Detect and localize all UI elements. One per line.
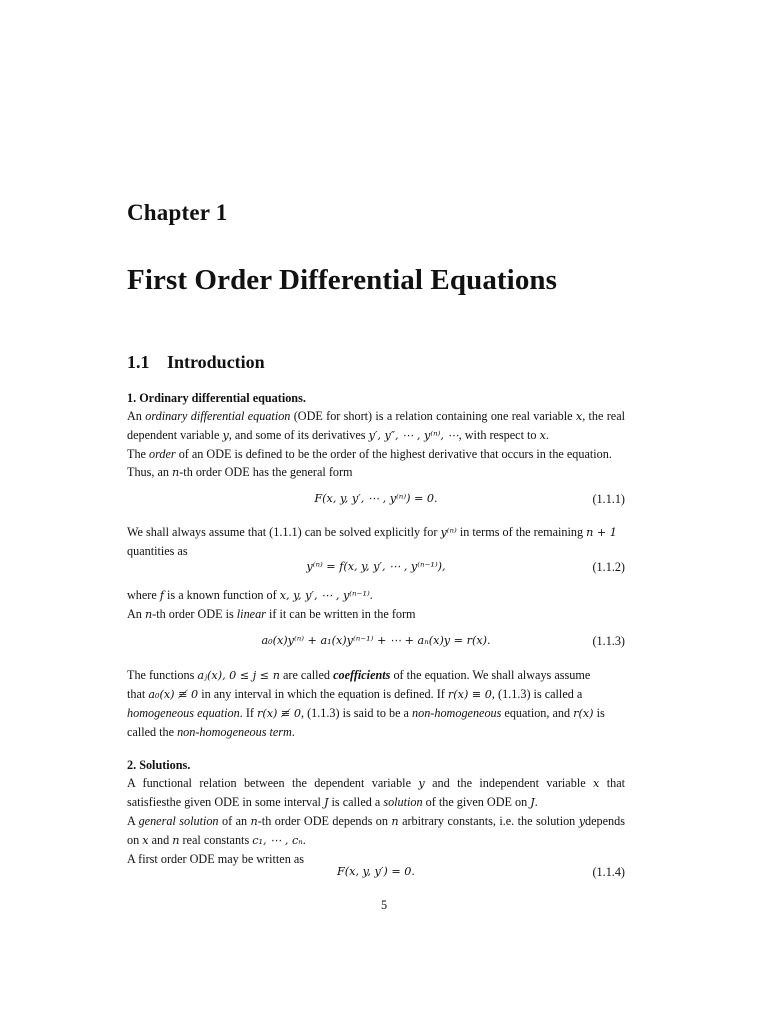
- text: of the equation. We shall always assume: [390, 668, 591, 682]
- text: (ODE for short) is a relation containing one real variable: [290, 409, 576, 423]
- solution-definition-paragraph: [127, 774, 625, 812]
- math-derivatives: y′, y″, ⋯ , y⁽ⁿ⁾, ⋯: [368, 429, 459, 442]
- math-constants: c₁, ⋯ , cₙ: [252, 834, 303, 847]
- text: of the given ODE on: [422, 795, 531, 809]
- text: arbitrary constants, i.e. the solution: [398, 814, 579, 828]
- subsection-heading-solutions: 2. Solutions.: [127, 758, 191, 772]
- text: The: [127, 447, 149, 461]
- text: the given ODE in some interval: [166, 795, 324, 809]
- text: , (1.1.3) is said to be a: [300, 706, 413, 720]
- term-order: order: [149, 447, 176, 461]
- math-x: x: [142, 834, 149, 847]
- text: , the real dependent variable: [127, 409, 626, 442]
- text: A: [127, 814, 139, 828]
- equation-formula: y⁽ⁿ⁾ = f(x, y, y′, ⋯ , y⁽ⁿ⁻¹⁾),: [306, 560, 446, 573]
- text: .: [369, 588, 373, 602]
- paragraph-line: [127, 685, 625, 704]
- equation-1-1-4: [127, 865, 625, 883]
- text: depends on: [127, 814, 625, 847]
- text: equation, and: [501, 706, 574, 720]
- chapter-title: First Order Differential Equations: [127, 264, 558, 296]
- paragraph-line: [127, 586, 625, 605]
- math-x: x: [593, 777, 600, 790]
- term-ode: ordinary differential equation: [145, 409, 291, 423]
- page-number: 5: [380, 898, 388, 912]
- text: .: [534, 795, 538, 809]
- math-yn: y⁽ⁿ⁾: [440, 526, 457, 539]
- general-form-paragraph: [127, 463, 625, 482]
- text: Thus, an: [127, 465, 173, 479]
- text: . If: [239, 706, 257, 720]
- text: called the: [127, 725, 178, 739]
- term-homogeneous: homogeneous equation: [127, 706, 240, 720]
- paragraph-line: [127, 704, 625, 723]
- subsection-heading-ode: 1. Ordinary differential equations.: [127, 391, 306, 405]
- text: in any interval in which the equation is defined. If: [198, 687, 448, 701]
- section-number: 1.1: [127, 352, 150, 372]
- equation-number: (1.1.2): [592, 560, 625, 574]
- text: -th order ODE is: [152, 607, 237, 621]
- math-aj: aⱼ(x), 0 ≤ j ≤ n: [197, 669, 280, 682]
- term-linear: linear: [236, 607, 266, 621]
- equation-formula: F(x, y, y′, ⋯ , y⁽ⁿ⁾) = 0.: [314, 492, 438, 505]
- solve-explicitly-paragraph: [127, 523, 625, 560]
- text: if it can be written in the form: [265, 607, 416, 621]
- equation-number: (1.1.1): [592, 492, 625, 506]
- paragraph-line: [127, 666, 625, 685]
- math-n: n: [391, 815, 399, 828]
- text: is: [593, 706, 605, 720]
- text: The functions: [127, 668, 198, 682]
- paragraph-line: [127, 523, 625, 542]
- math-r-not-0: r(x) ≢ 0: [256, 707, 301, 720]
- paragraph-line: quantities as: [127, 544, 188, 558]
- math-x: x: [539, 429, 546, 442]
- text: that: [127, 687, 149, 701]
- equation-formula: F(x, y, y′) = 0.: [337, 865, 415, 878]
- text: is called a: [328, 795, 384, 809]
- text: where: [127, 588, 160, 602]
- math-x: x: [575, 410, 583, 423]
- section-title: Introduction: [167, 352, 265, 372]
- text: , with respect to: [458, 428, 540, 442]
- math-n: n: [250, 815, 258, 828]
- text: We shall always assume that (1.1.1) can be solved explicitly for: [127, 525, 441, 539]
- text: .: [291, 725, 295, 739]
- ode-definition-paragraph: [127, 407, 625, 445]
- math-J: J: [324, 796, 329, 809]
- math-y: y: [418, 777, 425, 790]
- term-solution: solution: [383, 795, 423, 809]
- text: An: [127, 607, 145, 621]
- math-f: f: [159, 589, 164, 602]
- general-solution-paragraph: [127, 812, 625, 850]
- text: -th order ODE depends on: [257, 814, 392, 828]
- text: of an: [218, 814, 251, 828]
- term-general-solution: general solution: [138, 814, 219, 828]
- ordinary-ode-block: [127, 389, 625, 482]
- text: An: [127, 409, 146, 423]
- text: real constants: [179, 833, 253, 847]
- chapter-label: Chapter 1: [127, 200, 228, 225]
- text: of an ODE is defined to be the order of the highest derivative that occurs in the equation.: [175, 447, 612, 461]
- text: are called: [279, 668, 334, 682]
- order-definition-paragraph: [127, 445, 625, 463]
- solutions-block: [127, 756, 625, 868]
- first-order-paragraph: A first order ODE may be written as: [127, 852, 305, 866]
- term-coefficients: coefficients: [333, 668, 391, 682]
- equation-1-1-1: [127, 492, 625, 510]
- text: .: [545, 428, 549, 442]
- linear-definition-paragraph: [127, 586, 625, 624]
- math-r-equiv-0: r(x) ≡ 0: [447, 688, 492, 701]
- math-n: n: [172, 466, 180, 479]
- text: .: [302, 833, 306, 847]
- equation-formula: a₀(x)y⁽ⁿ⁾ + a₁(x)y⁽ⁿ⁻¹⁾ + ⋯ + aₙ(x)y = r(x).: [261, 634, 491, 647]
- math-a0: a₀(x) ≢ 0: [148, 688, 199, 701]
- math-n: n: [172, 834, 180, 847]
- equation-number: (1.1.3): [592, 634, 625, 648]
- equation-1-1-3: [127, 634, 625, 652]
- coefficients-paragraph: [127, 666, 625, 741]
- paragraph-line: [127, 723, 625, 741]
- math-J: J: [530, 796, 535, 809]
- math-n: n: [144, 608, 153, 621]
- math-n-plus-1: n + 1: [586, 526, 617, 539]
- math-args: x, y, y′, ⋯ , y⁽ⁿ⁻¹⁾: [279, 589, 370, 602]
- section-heading: [127, 352, 265, 373]
- term-non-homogeneous-term: non-homogeneous term: [177, 725, 292, 739]
- text: and the independent variable: [424, 776, 594, 790]
- math-y: y: [222, 429, 229, 442]
- text: that satisfies: [127, 776, 626, 809]
- text: , and some of its derivatives: [228, 428, 369, 442]
- paragraph-line: [127, 605, 625, 624]
- text: A functional relation between the dependent variable: [127, 776, 419, 790]
- math-y: y: [578, 815, 586, 828]
- term-non-homogeneous: non-homogeneous: [412, 706, 502, 720]
- equation-1-1-2: [127, 560, 625, 578]
- text: in terms of the remaining: [456, 525, 587, 539]
- math-rx: r(x): [573, 707, 594, 720]
- text: and: [148, 833, 173, 847]
- text: , (1.1.3) is called a: [491, 687, 583, 701]
- equation-number: (1.1.4): [592, 865, 625, 879]
- text: is a known function of: [163, 588, 280, 602]
- text: -th order ODE has the general form: [179, 465, 353, 479]
